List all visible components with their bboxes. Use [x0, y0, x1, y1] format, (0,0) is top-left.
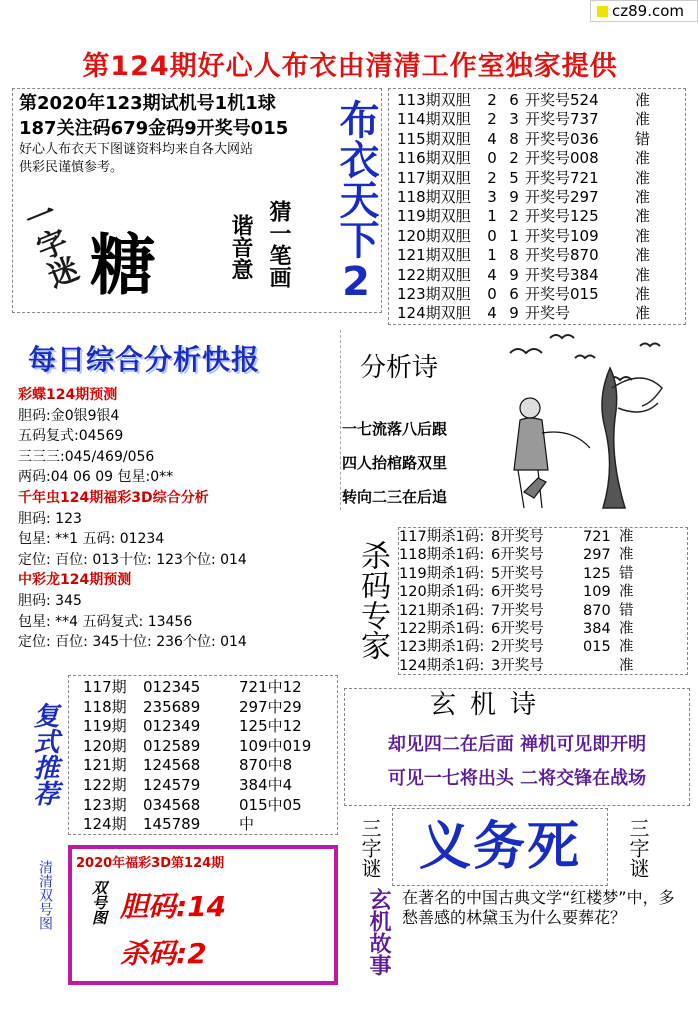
dan-row [397, 266, 685, 285]
dan-status: 准 [635, 285, 651, 304]
fushi-period: 123期 [83, 795, 127, 814]
analysis-line: 定位: 百位: 013十位: 123个位: 014 [18, 551, 247, 568]
fushi-list [68, 675, 338, 835]
dan-period: 119期双胆 [397, 207, 471, 226]
fushi-code: 145789 [143, 815, 201, 834]
dan-b: 2 [509, 207, 519, 226]
fushi-code: 034568 [143, 795, 201, 814]
shuanghao-dan: 胆码:14 [120, 890, 227, 923]
dan-row [397, 285, 685, 304]
dan-b: 8 [509, 246, 519, 265]
dan-result: 开奖号870 [525, 246, 599, 265]
trial-number-line: 第2020年123期试机号1机1球 [19, 93, 276, 114]
xuanji-box [344, 688, 690, 806]
kill-code-list [398, 527, 688, 675]
dan-period: 116期双胆 [397, 149, 471, 168]
fushi-result: 中 [239, 815, 255, 834]
kill-row [399, 638, 687, 656]
fushi-row [83, 717, 337, 737]
dan-row [397, 207, 685, 226]
dan-result: 开奖号384 [525, 265, 599, 284]
analysis-heading: 千年虫124期福彩3D综合分析 [18, 489, 209, 506]
fushi-title: 复式推荐 [29, 702, 59, 806]
poem-lines [342, 412, 447, 514]
dan-status: 准 [635, 168, 651, 187]
analysis-line: 胆码:金0银9银4 [18, 407, 120, 424]
daily-analysis-header: 每日综合分析快报 [28, 343, 261, 376]
disclaimer-line-1: 好心人布衣天下图谜资料均来自各大网站 [19, 142, 254, 157]
fushi-period: 119期 [83, 717, 127, 736]
analysis-line: 五码复式:04569 [18, 428, 124, 445]
dan-a: 0 [487, 149, 497, 168]
dan-a: 1 [487, 207, 497, 226]
kill-code: 2开奖号 [491, 639, 544, 656]
kill-status: 准 [619, 639, 634, 656]
fushi-code: 012345 [143, 678, 201, 696]
yizimi-label: 一字迷 [15, 196, 82, 294]
poem-line: 四人抬棺路双里 [342, 454, 448, 472]
kill-status: 准 [619, 657, 634, 674]
bird-icon [575, 356, 595, 359]
kill-code: 6开奖号 [491, 547, 544, 564]
kill-result: 015 [583, 639, 611, 656]
dan-period: 113期双胆 [397, 91, 471, 109]
fushi-row [83, 698, 337, 718]
story-text: 在著名的中国古典文学“红楼梦”中，多愁善感的林黛玉为什么要葬花？ [402, 888, 675, 927]
analysis-line: 包星: **1 五码: 01234 [18, 531, 165, 548]
shuanghao-frame-title: 2020年福彩3D第124期 [76, 856, 225, 871]
story-title: 玄机故事 [366, 888, 391, 976]
kill-status: 错 [619, 602, 634, 619]
kill-result: 870 [583, 602, 611, 619]
dan-a: 0 [487, 285, 497, 304]
dan-a: 2 [487, 110, 497, 129]
dan-status: 错 [635, 129, 651, 148]
fushi-result: 297中29 [239, 697, 302, 716]
dan-status: 准 [635, 207, 651, 226]
kill-period: 120期杀1码: [399, 584, 485, 601]
shuanghao-frame-side: 双号图 [90, 880, 108, 925]
fushi-row [83, 796, 337, 816]
fushi-row [83, 756, 337, 776]
kill-row [399, 602, 687, 620]
dan-b: 9 [509, 188, 519, 207]
kill-status: 准 [619, 584, 634, 601]
fishing-figure-illustration [490, 328, 688, 518]
xuanji-poem-title: 玄机诗 [430, 690, 551, 720]
fushi-row [83, 815, 337, 835]
fushi-result: 870中8 [239, 756, 293, 775]
kill-period: 124期杀1码: [399, 657, 485, 674]
watermark-text: cz89.com [612, 2, 685, 20]
riddle-clue-1: 猜一笔画 [266, 200, 291, 288]
kill-row [399, 620, 687, 638]
dan-result: 开奖号109 [525, 226, 599, 245]
dan-row [397, 91, 685, 110]
kill-code: 6开奖号 [491, 584, 544, 601]
dan-row [397, 227, 685, 246]
kill-result: 384 [583, 621, 611, 638]
kill-row [399, 528, 687, 546]
dan-row [397, 169, 685, 188]
dan-b: 9 [509, 265, 519, 284]
fushi-period: 120期 [83, 736, 127, 755]
kill-result: 721 [583, 529, 611, 545]
fushi-row [83, 737, 337, 757]
dan-result: 开奖号524 [525, 91, 599, 109]
analysis-line: 三三三:045/469/056 [18, 448, 155, 465]
kill-row [399, 583, 687, 601]
dan-a: 1 [487, 246, 497, 265]
dan-status: 准 [635, 110, 651, 129]
xuanji-line-2: 可见一七将出头 二将交锋在战场 [387, 768, 647, 789]
kill-code: 7开奖号 [491, 602, 544, 619]
sanzi-label-left: 三字谜 [358, 818, 382, 878]
dan-result: 开奖号 [525, 304, 571, 323]
dan-a: 2 [487, 168, 497, 187]
bird-icon [510, 349, 542, 353]
dan-b: 6 [509, 91, 519, 109]
xuanji-line-1: 却见四二在后面 禅机可见即开明 [387, 734, 647, 755]
dan-status: 准 [635, 188, 651, 207]
dan-result: 开奖号015 [525, 285, 599, 304]
dan-row [397, 188, 685, 207]
dan-result: 开奖号008 [525, 149, 599, 168]
logo-square-icon [597, 6, 608, 17]
kill-code: 6开奖号 [491, 621, 544, 638]
dan-a: 4 [487, 304, 497, 323]
analysis-block [18, 385, 328, 680]
kill-period: 123期杀1码: [399, 639, 485, 656]
dan-period: 115期双胆 [397, 129, 471, 148]
kill-result: 297 [583, 547, 611, 564]
kill-status: 准 [619, 529, 634, 545]
analysis-line: 胆码: 345 [18, 592, 82, 609]
fushi-code: 124568 [143, 756, 201, 775]
riddle-candy-character: 糖 [90, 227, 156, 304]
analysis-line: 定位: 百位: 345十位: 236个位: 014 [18, 634, 247, 651]
double-dan-list [388, 88, 686, 325]
fushi-result: 125中12 [239, 717, 302, 736]
dan-row [397, 246, 685, 265]
riddle-clues [205, 200, 295, 310]
dan-period: 114期双胆 [397, 110, 471, 129]
dan-period: 121期双胆 [397, 246, 471, 265]
site-watermark [590, 0, 698, 22]
dan-status: 准 [635, 265, 651, 284]
dan-b: 2 [509, 149, 519, 168]
kill-code: 3开奖号 [491, 657, 544, 674]
fushi-row [83, 776, 337, 796]
dan-a: 4 [487, 265, 497, 284]
focus-code-line: 187关注码679金码9开奖号015 [19, 118, 289, 139]
dan-row [397, 149, 685, 168]
dan-result: 开奖号036 [525, 129, 599, 148]
dan-status: 准 [635, 226, 651, 245]
shuanghao-sha: 杀码:2 [120, 937, 207, 970]
kill-code: 5开奖号 [491, 565, 544, 582]
dan-status: 准 [635, 91, 651, 109]
analysis-heading: 彩蝶124期预测 [18, 387, 118, 403]
bird-icon [640, 344, 660, 347]
dan-result: 开奖号721 [525, 168, 599, 187]
dan-a: 0 [487, 226, 497, 245]
dan-b: 3 [509, 110, 519, 129]
dan-result: 开奖号297 [525, 188, 599, 207]
page-title: 第124期好心人布衣由清清工作室独家提供 [82, 51, 618, 82]
kill-code: 8开奖号 [491, 529, 544, 545]
fushi-period: 122期 [83, 775, 127, 794]
fushi-code: 012589 [143, 736, 201, 755]
dan-b: 8 [509, 129, 519, 148]
fushi-code: 235689 [143, 697, 201, 716]
brand-vertical: 布衣天下2 [333, 99, 379, 305]
shuanghao-side-label: 清清双号图 [37, 860, 53, 930]
kill-result: 125 [583, 565, 611, 582]
kill-row [399, 657, 687, 675]
kill-period: 119期杀1码: [399, 565, 485, 582]
analysis-line: 两码:04 06 09 包星:0** [18, 469, 174, 486]
fushi-code: 124579 [143, 775, 201, 794]
kill-period: 117期杀1码: [399, 529, 485, 545]
fushi-period: 121期 [83, 756, 127, 775]
analysis-heading: 中彩龙124期预测 [18, 572, 132, 589]
poem-line: 一七流落八后跟 [342, 420, 448, 438]
dan-b: 1 [509, 226, 519, 245]
separator [340, 330, 341, 510]
fushi-result: 015中05 [239, 795, 302, 814]
kill-period: 121期杀1码: [399, 602, 485, 619]
analysis-line: 胆码: 123 [18, 510, 82, 527]
dan-status: 准 [635, 246, 651, 265]
poem-line: 转向二三在后追 [342, 488, 448, 506]
kill-row [399, 565, 687, 583]
kill-result: 109 [583, 584, 611, 601]
kill-status: 错 [619, 565, 634, 582]
dan-period: 124期双胆 [397, 304, 471, 323]
disclaimer-line-2: 供彩民谨慎参考。 [19, 160, 124, 175]
kill-row [399, 546, 687, 564]
sanzi-answer: 义务死 [392, 808, 608, 886]
dan-status: 准 [635, 304, 651, 323]
fushi-period: 124期 [83, 815, 127, 834]
bird-icon [550, 335, 574, 338]
dan-result: 开奖号737 [525, 110, 599, 129]
kill-status: 准 [619, 621, 634, 638]
dan-a: 3 [487, 188, 497, 207]
sanzi-label-right: 三字谜 [626, 818, 650, 878]
poem-title: 分析诗 [360, 353, 439, 383]
dan-result: 开奖号125 [525, 207, 599, 226]
dan-row [397, 130, 685, 149]
dan-a: 2 [487, 91, 497, 109]
fushi-period: 117期 [83, 678, 127, 696]
analysis-line: 包星: **4 五码复式: 13456 [18, 613, 193, 630]
fushi-code: 012349 [143, 717, 201, 736]
kill-period: 122期杀1码: [399, 621, 485, 638]
fushi-period: 118期 [83, 697, 127, 716]
dan-period: 120期双胆 [397, 226, 471, 245]
dan-period: 122期双胆 [397, 265, 471, 284]
kill-expert-title: 杀码专家 [355, 540, 390, 660]
dan-status: 准 [635, 149, 651, 168]
fushi-result: 109中019 [239, 736, 312, 755]
dan-period: 123期双胆 [397, 285, 471, 304]
dan-period: 118期双胆 [397, 188, 471, 207]
fushi-result: 721中12 [239, 678, 302, 696]
fushi-result: 384中4 [239, 775, 293, 794]
dan-row [397, 304, 685, 323]
dan-row [397, 110, 685, 129]
dan-b: 6 [509, 285, 519, 304]
dan-b: 5 [509, 168, 519, 187]
dan-a: 4 [487, 129, 497, 148]
dan-b: 9 [509, 304, 519, 323]
kill-status: 准 [619, 547, 634, 564]
fushi-row [83, 678, 337, 698]
kill-period: 118期杀1码: [399, 547, 485, 564]
riddle-clue-2: 谐音意 [228, 214, 253, 280]
dan-period: 117期双胆 [397, 168, 471, 187]
